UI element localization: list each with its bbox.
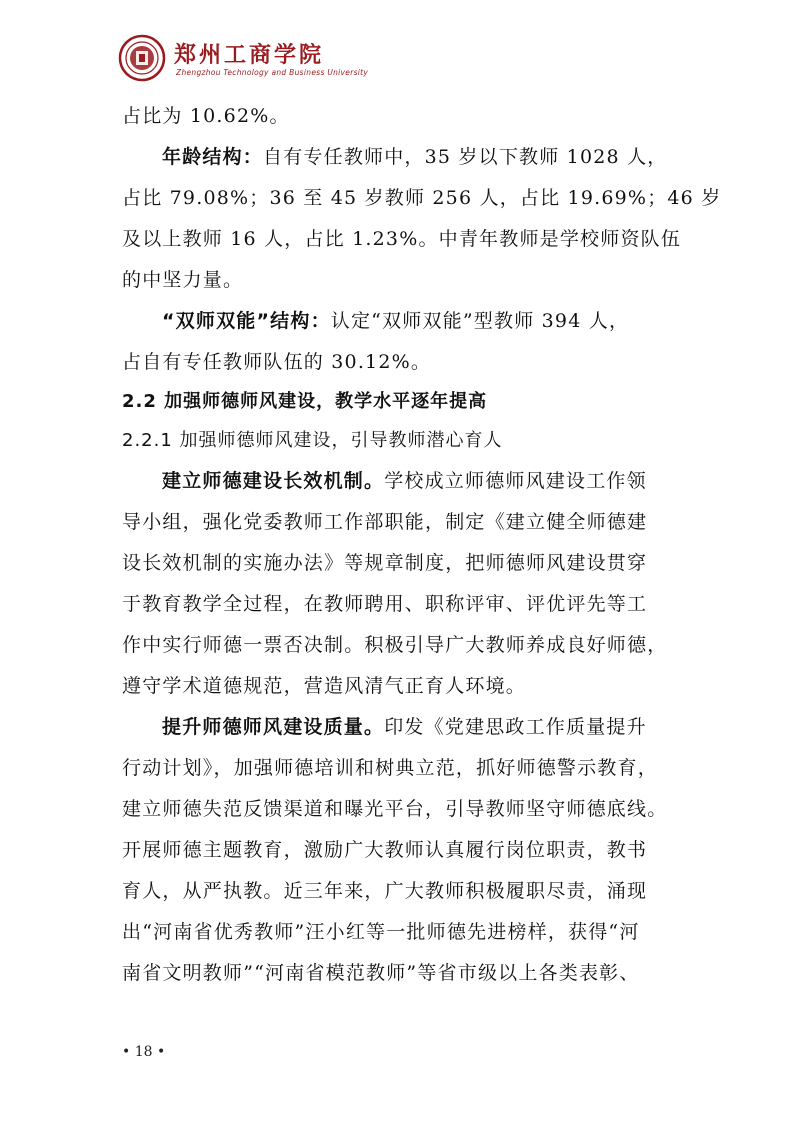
university-name-en: Zhengzhou Technology and Business University [176,68,369,77]
section-heading: 2.2 加强师德师风建设，教学水平逐年提高 [122,391,488,412]
text-line: 作中实行师德一票否决制。积极引导广大教师养成良好师德， [122,634,668,656]
text-line: 及以上教师 16 人，占比 1.23%。中青年教师是学校师资队伍 [122,228,682,250]
paragraph-age-structure [122,137,688,178]
text-line: 占比为 10.62%。 [122,105,290,127]
bold-label: “双师双能”结构： [162,310,331,332]
text-line: 的中坚力量。 [122,269,244,291]
text-run: 认定“双师双能”型教师 394 人， [330,310,630,332]
page-number: • 18 • [122,1044,166,1060]
text-run: 学校成立师德师风建设工作领 [384,470,647,492]
bold-label: 提升师德师风建设质量。 [162,716,385,738]
text-line: 南省文明教师”“河南省模范教师”等省市级以上各类表彰、 [122,962,640,984]
text-line: 建立师德失范反馈渠道和曝光平台，引导教师坚守师德底线。 [122,798,668,820]
paragraph-mechanism [122,461,688,502]
text-run: 自有专任教师中，35 岁以下教师 1028 人， [263,146,668,168]
text-line: 行动计划》，加强师德培训和树典立范，抓好师德警示教育， [122,757,658,779]
text-line: 导小组，强化党委教师工作部职能，制定《建立健全师德建 [122,511,648,533]
page-header [118,32,678,88]
paragraph-quality [122,707,688,748]
university-name-cn: 郑州工商学院 [174,43,325,68]
subsection-heading: 2.2.1 加强师德师风建设，引导教师潜心育人 [122,430,503,451]
text-line: 开展师德主题教育，激励广大教师认真履行岗位职责，教书 [122,839,648,861]
university-seal-icon [118,34,166,82]
bold-label: 年龄结构： [162,146,264,168]
text-line: 设长效机制的实施办法》等规章制度，把师德师风建设贯穿 [122,552,648,574]
text-line: 占自有专任教师队伍的 30.12%。 [122,351,432,373]
document-body [122,96,722,994]
text-line: 于教育教学全过程，在教师聘用、职称评审、评优评先等工 [122,593,648,615]
text-line: 占比 79.08%；36 至 45 岁教师 256 人，占比 19.69%；46 岁 [122,187,722,209]
text-line: 遵守学术道德规范，营造风清气正育人环境。 [122,675,527,697]
text-line: 出“河南省优秀教师”汪小红等一批师德先进榜样，获得“河 [122,921,640,943]
text-run: 印发《党建思政工作质量提升 [384,716,647,738]
bold-label: 建立师德建设长效机制。 [162,470,385,492]
paragraph-dual-qualified [122,301,688,342]
text-line: 育人，从严执教。近三年来，广大教师积极履职尽责，涌现 [122,880,648,902]
